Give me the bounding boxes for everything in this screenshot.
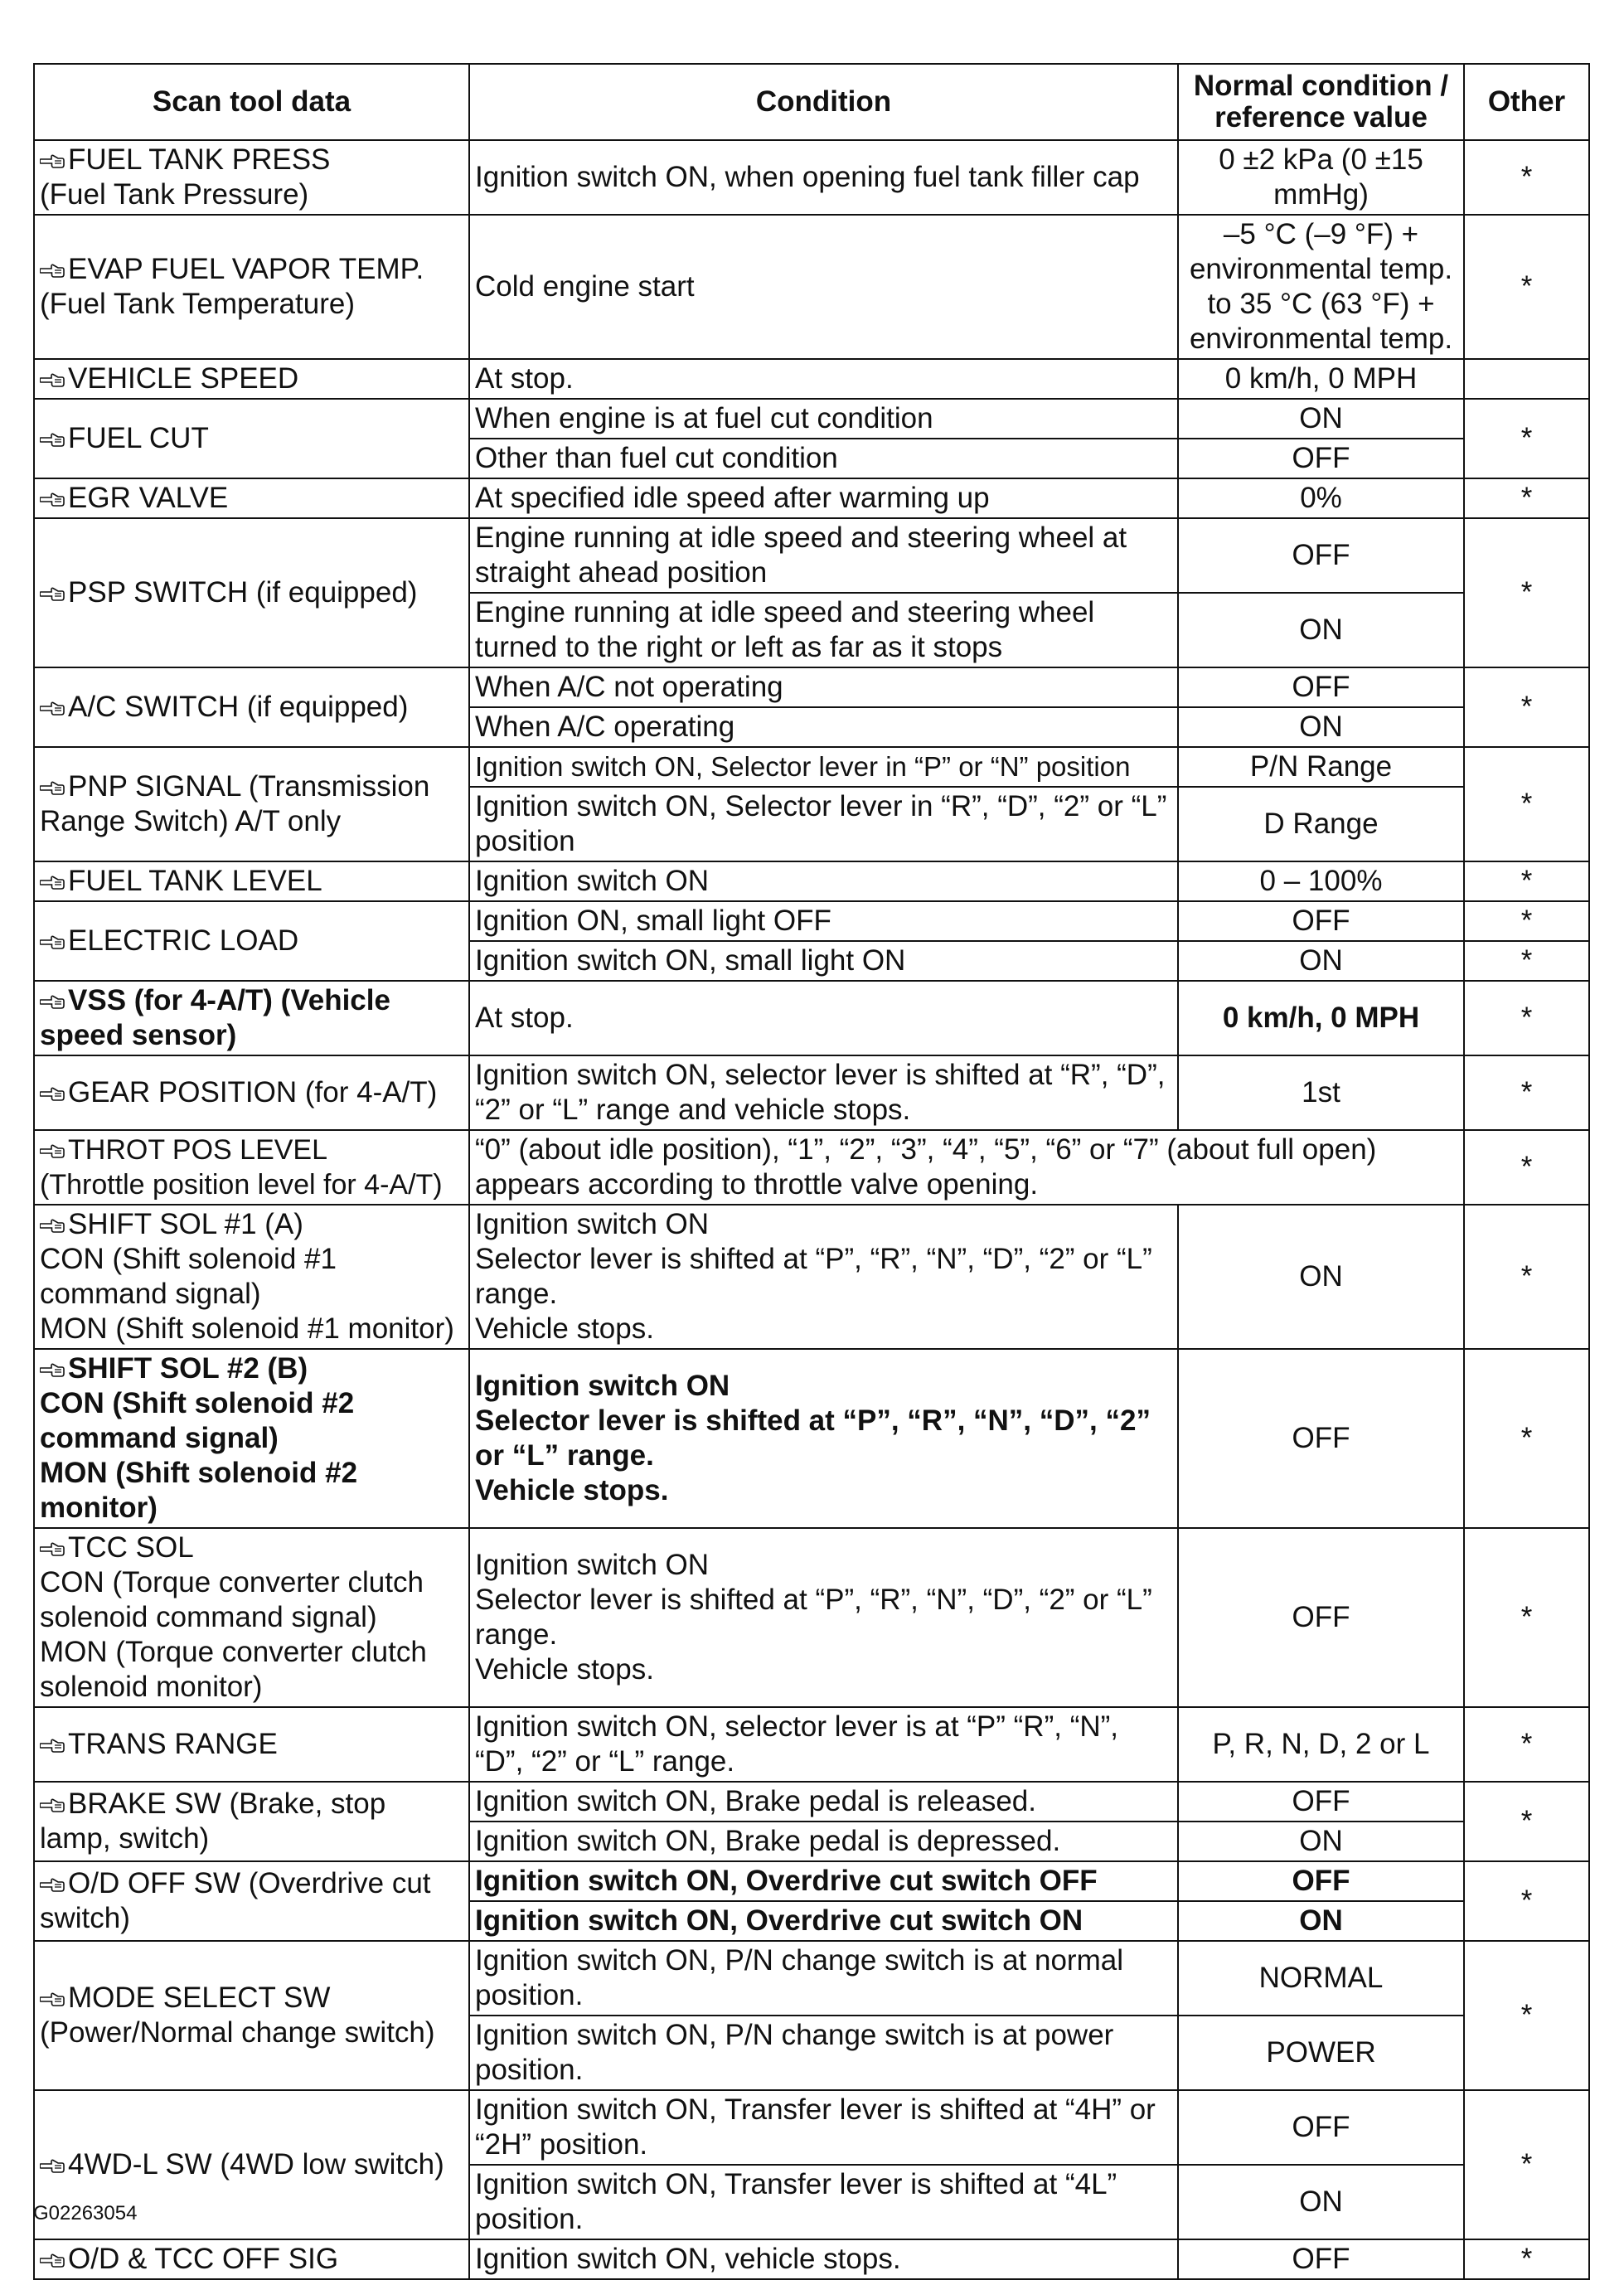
scan-item-name: SHIFT SOL #1 (A) CON (Shift solenoid #1 command signal) MON (Shift solenoid #1 monitor): [34, 1205, 469, 1349]
pointing-hand-icon: [40, 1363, 65, 1378]
table-row: [34, 518, 1589, 593]
table-row: [34, 1130, 1589, 1205]
condition-cell: Other than fuel cut condition: [469, 439, 1178, 478]
other-cell: *: [1464, 1055, 1589, 1130]
value-cell: OFF: [1178, 439, 1464, 478]
other-cell: *: [1464, 140, 1589, 215]
value-cell: OFF: [1178, 2239, 1464, 2279]
pointing-hand-icon: [40, 2253, 65, 2268]
condition-cell: Ignition switch ON, Brake pedal is released.: [469, 1782, 1178, 1822]
value-cell: 0 km/h, 0 MPH: [1178, 981, 1464, 1055]
table-row: [34, 2239, 1589, 2279]
pointing-hand-icon: [40, 1798, 65, 1813]
other-cell: *: [1464, 2090, 1589, 2239]
pointing-hand-icon: [40, 1542, 65, 1557]
condition-cell: Ignition ON, small light OFF: [469, 901, 1178, 941]
table-row: [34, 478, 1589, 518]
pointing-hand-icon: [40, 935, 65, 950]
condition-cell: Ignition switch ON, when opening fuel tank filler cap: [469, 140, 1178, 215]
table-row: [34, 747, 1589, 787]
table-row: [34, 1861, 1589, 1901]
other-cell: [1464, 359, 1589, 399]
header-condition: Condition: [469, 64, 1178, 140]
condition-cell: Ignition switch ON, Overdrive cut switch ON: [469, 1901, 1178, 1941]
value-cell: OFF: [1178, 667, 1464, 707]
table-row: [34, 861, 1589, 901]
other-cell: *: [1464, 1941, 1589, 2090]
scan-item-name: PNP SIGNAL (Transmission Range Switch) A/T only: [34, 747, 469, 861]
value-cell: OFF: [1178, 1861, 1464, 1901]
value-cell: NORMAL: [1178, 1941, 1464, 2016]
table-row: [34, 1055, 1589, 1130]
condition-cell: When A/C not operating: [469, 667, 1178, 707]
pointing-hand-icon: [40, 1087, 65, 1102]
pointing-hand-icon: [40, 876, 65, 890]
value-cell: ON: [1178, 593, 1464, 667]
scan-item-name: FUEL TANK LEVEL: [34, 861, 469, 901]
scan-item-name: FUEL CUT: [34, 399, 469, 478]
other-cell: *: [1464, 2239, 1589, 2279]
table-row: [34, 359, 1589, 399]
scan-item-name: PSP SWITCH (if equipped): [34, 518, 469, 667]
other-cell: *: [1464, 1707, 1589, 1782]
other-cell: *: [1464, 861, 1589, 901]
header-row: [34, 64, 1589, 140]
other-cell: *: [1464, 478, 1589, 518]
condition-cell: Ignition switch ON, Brake pedal is depressed.: [469, 1822, 1178, 1861]
figure-id: G02263054: [33, 2202, 138, 2224]
value-cell: 0 ±2 kPa (0 ±15 mmHg): [1178, 140, 1464, 215]
condition-cell: Ignition switch ON, selector lever is shifted at “R”, “D”, “2” or “L” range and vehicle stops.: [469, 1055, 1178, 1130]
value-cell: OFF: [1178, 1528, 1464, 1707]
value-cell: 1st: [1178, 1055, 1464, 1130]
condition-cell: Ignition switch ON Selector lever is shifted at “P”, “R”, “N”, “D”, “2” or “L” range. Vehicle stops.: [469, 1205, 1178, 1349]
table-row: [34, 399, 1589, 439]
table-row: [34, 901, 1589, 941]
value-cell: 0%: [1178, 478, 1464, 518]
condition-cell: When engine is at fuel cut condition: [469, 399, 1178, 439]
pointing-hand-icon: [40, 1219, 65, 1234]
other-cell: *: [1464, 667, 1589, 747]
scan-tool-data-table: [33, 63, 1590, 2280]
condition-cell: Ignition switch ON, Transfer lever is shifted at “4L” position.: [469, 2165, 1178, 2239]
condition-cell: Ignition switch ON, Overdrive cut switch OFF: [469, 1861, 1178, 1901]
condition-cell: Engine running at idle speed and steering wheel turned to the right or left as far as it stops: [469, 593, 1178, 667]
pointing-hand-icon: [40, 1739, 65, 1754]
table-row: [34, 981, 1589, 1055]
condition-cell: Ignition switch ON, P/N change switch is at power position.: [469, 2016, 1178, 2090]
pointing-hand-icon: [40, 701, 65, 716]
table-row: [34, 140, 1589, 215]
condition-cell: Engine running at idle speed and steering wheel at straight ahead position: [469, 518, 1178, 593]
value-cell: ON: [1178, 1901, 1464, 1941]
condition-cell: Ignition switch ON, vehicle stops.: [469, 2239, 1178, 2279]
pointing-hand-icon: [40, 1878, 65, 1893]
value-cell: 0 – 100%: [1178, 861, 1464, 901]
scan-item-name: O/D OFF SW (Overdrive cut switch): [34, 1861, 469, 1941]
table-row: [34, 215, 1589, 359]
scan-item-name: SHIFT SOL #2 (B) CON (Shift solenoid #2 command signal) MON (Shift solenoid #2 monitor): [34, 1349, 469, 1528]
scan-item-name: GEAR POSITION (for 4-A/T): [34, 1055, 469, 1130]
value-cell: ON: [1178, 1822, 1464, 1861]
value-cell: ON: [1178, 707, 1464, 747]
pointing-hand-icon: [40, 264, 65, 279]
pointing-hand-icon: [40, 492, 65, 507]
pointing-hand-icon: [40, 995, 65, 1010]
scan-item-name: BRAKE SW (Brake, stop lamp, switch): [34, 1782, 469, 1861]
value-cell: P, R, N, D, 2 or L: [1178, 1707, 1464, 1782]
pointing-hand-icon: [40, 781, 65, 796]
scan-item-name: ELECTRIC LOAD: [34, 901, 469, 981]
scan-item-name: TCC SOL CON (Torque converter clutch solenoid command signal) MON (Torque converter clutch solenoid monitor): [34, 1528, 469, 1707]
other-cell: *: [1464, 941, 1589, 981]
other-cell: *: [1464, 1130, 1589, 1205]
condition-cell: At stop.: [469, 359, 1178, 399]
other-cell: *: [1464, 1782, 1589, 1861]
value-cell: ON: [1178, 1205, 1464, 1349]
scan-item-name: VSS (for 4-A/T) (Vehicle speed sensor): [34, 981, 469, 1055]
scan-item-name: O/D & TCC OFF SIG: [34, 2239, 469, 2279]
table-row: [34, 1528, 1589, 1707]
other-cell: *: [1464, 901, 1589, 941]
value-cell: P/N Range: [1178, 747, 1464, 787]
value-cell: OFF: [1178, 518, 1464, 593]
value-cell: POWER: [1178, 2016, 1464, 2090]
pointing-hand-icon: [40, 587, 65, 602]
value-cell: ON: [1178, 399, 1464, 439]
table-row: [34, 2090, 1589, 2165]
condition-cell: Ignition switch ON, Selector lever in “R”, “D”, “2” or “L” position: [469, 787, 1178, 861]
condition-cell: At specified idle speed after warming up: [469, 478, 1178, 518]
value-cell: ON: [1178, 941, 1464, 981]
pointing-hand-icon: [40, 2159, 65, 2174]
other-cell: *: [1464, 1349, 1589, 1528]
value-cell: OFF: [1178, 1782, 1464, 1822]
value-cell: ON: [1178, 2165, 1464, 2239]
other-cell: *: [1464, 215, 1589, 359]
scan-item-name: A/C SWITCH (if equipped): [34, 667, 469, 747]
other-cell: *: [1464, 518, 1589, 667]
condition-cell: Ignition switch ON Selector lever is shifted at “P”, “R”, “N”, “D”, “2” or “L” range. Vehicle stops.: [469, 1349, 1178, 1528]
table-row: [34, 1349, 1589, 1528]
value-cell: 0 km/h, 0 MPH: [1178, 359, 1464, 399]
value-cell: OFF: [1178, 1349, 1464, 1528]
pointing-hand-icon: [40, 1992, 65, 2007]
scan-item-name: EVAP FUEL VAPOR TEMP. (Fuel Tank Temperature): [34, 215, 469, 359]
scan-item-name: FUEL TANK PRESS (Fuel Tank Pressure): [34, 140, 469, 215]
condition-cell: Ignition switch ON, Selector lever in “P” or “N” position: [469, 747, 1178, 787]
pointing-hand-icon: [40, 373, 65, 388]
other-cell: *: [1464, 1205, 1589, 1349]
diagnostic-data-sheet: [33, 63, 1588, 2280]
condition-cell: Ignition switch ON: [469, 861, 1178, 901]
other-cell: *: [1464, 399, 1589, 478]
table-row: [34, 667, 1589, 707]
value-cell: –5 °C (–9 °F) + environmental temp. to 35 °C (63 °F) + environmental temp.: [1178, 215, 1464, 359]
table-row: [34, 1707, 1589, 1782]
value-cell: OFF: [1178, 901, 1464, 941]
scan-item-name: 4WD-L SW (4WD low switch): [34, 2090, 469, 2239]
header-normal-condition: Normal condition / reference value: [1178, 64, 1464, 140]
table-row: [34, 1941, 1589, 2016]
table-row: [34, 1782, 1589, 1822]
value-cell: OFF: [1178, 2090, 1464, 2165]
other-cell: *: [1464, 747, 1589, 861]
other-cell: *: [1464, 1861, 1589, 1941]
condition-cell: Ignition switch ON, small light ON: [469, 941, 1178, 981]
scan-item-name: MODE SELECT SW (Power/Normal change switch): [34, 1941, 469, 2090]
condition-cell: Ignition switch ON Selector lever is shifted at “P”, “R”, “N”, “D”, “2” or “L” range. Vehicle stops.: [469, 1528, 1178, 1707]
scan-item-name: VEHICLE SPEED: [34, 359, 469, 399]
header-scan-tool-data: Scan tool data: [34, 64, 469, 140]
condition-cell: When A/C operating: [469, 707, 1178, 747]
scan-item-name: TRANS RANGE: [34, 1707, 469, 1782]
pointing-hand-icon: [40, 154, 65, 169]
condition-cell: Cold engine start: [469, 215, 1178, 359]
pointing-hand-icon: [40, 1144, 65, 1159]
other-cell: *: [1464, 981, 1589, 1055]
condition-cell: At stop.: [469, 981, 1178, 1055]
other-cell: *: [1464, 1528, 1589, 1707]
condition-cell: Ignition switch ON, P/N change switch is at normal position.: [469, 1941, 1178, 2016]
value-cell: D Range: [1178, 787, 1464, 861]
condition-cell: “0” (about idle position), “1”, “2”, “3”, “4”, “5”, “6” or “7” (about full open) appears according to throttle valve opening.: [469, 1130, 1464, 1205]
scan-item-name: EGR VALVE: [34, 478, 469, 518]
table-row: [34, 1205, 1589, 1349]
pointing-hand-icon: [40, 433, 65, 448]
header-other: Other: [1464, 64, 1589, 140]
scan-item-name: THROT POS LEVEL (Throttle position level for 4-A/T): [34, 1130, 469, 1205]
condition-cell: Ignition switch ON, selector lever is at “P” “R”, “N”, “D”, “2” or “L” range.: [469, 1707, 1178, 1782]
condition-cell: Ignition switch ON, Transfer lever is shifted at “4H” or “2H” position.: [469, 2090, 1178, 2165]
